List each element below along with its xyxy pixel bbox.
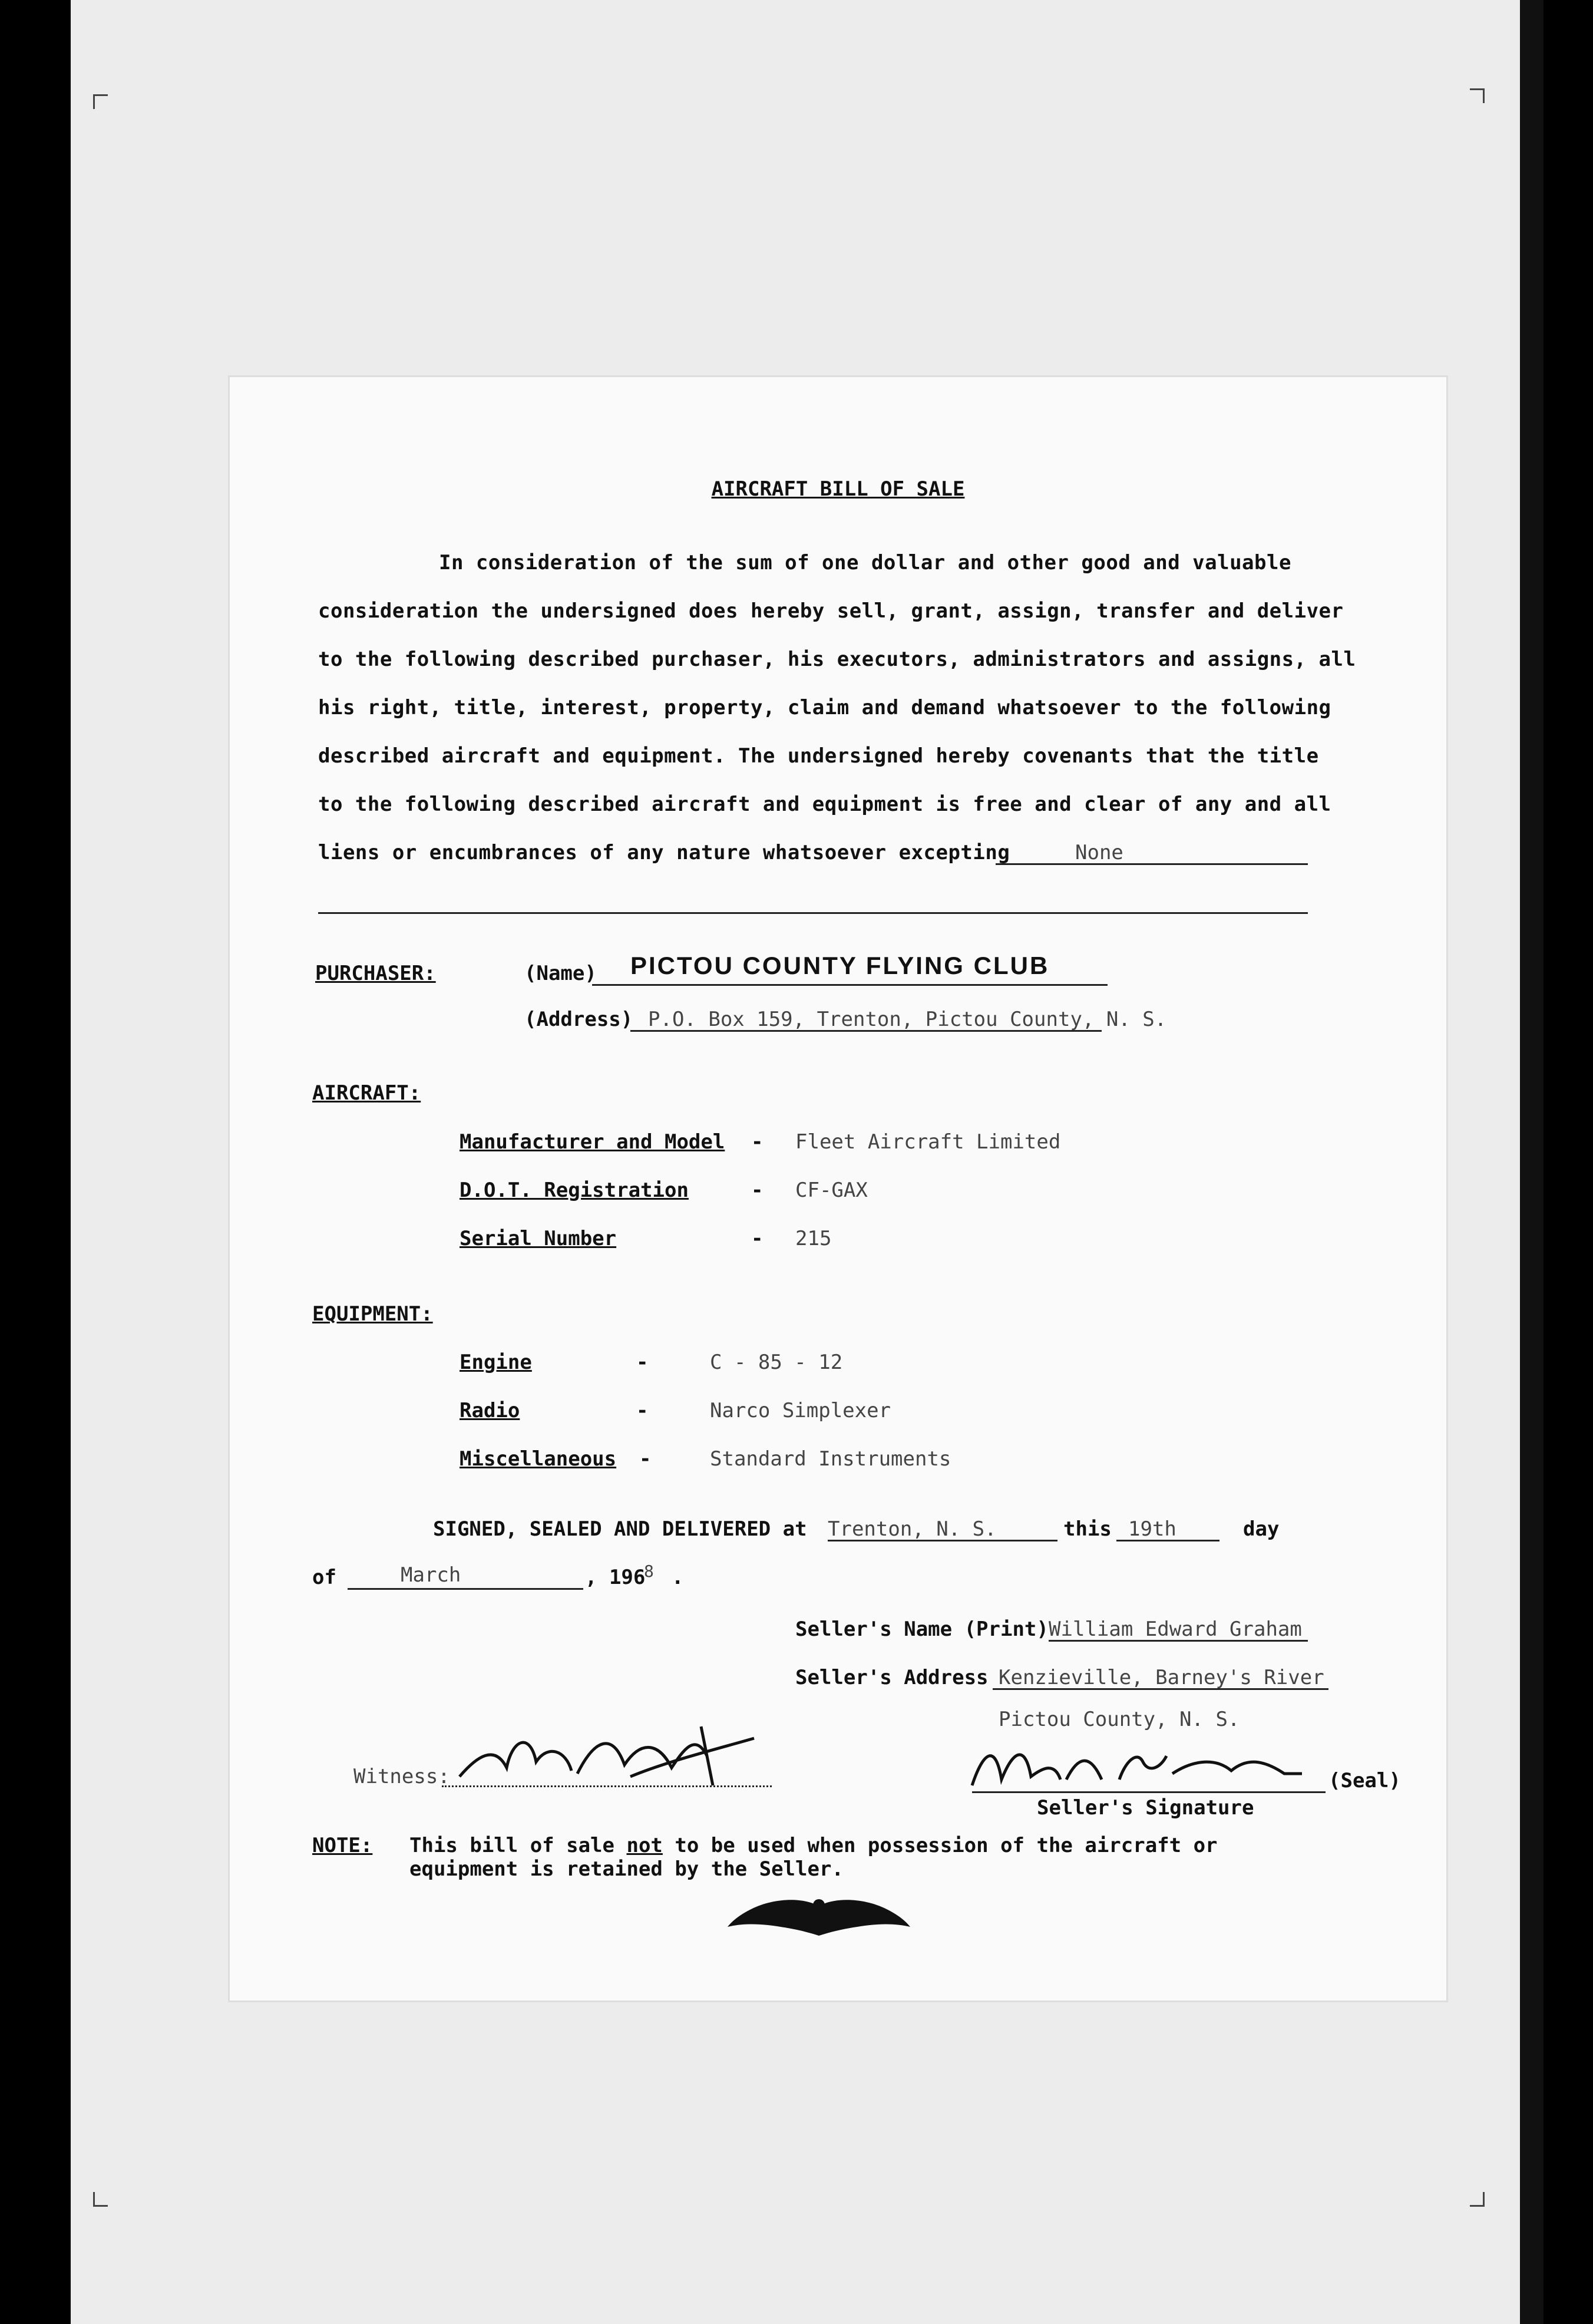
equipment-misc-dash: - xyxy=(639,1447,652,1471)
equipment-engine-value: C - 85 - 12 xyxy=(710,1351,843,1374)
seller-name-value: William Edward Graham xyxy=(1049,1617,1302,1641)
purchaser-heading: PURCHASER: xyxy=(315,962,436,985)
equipment-heading: EQUIPMENT: xyxy=(312,1302,433,1326)
aircraft-manufacturer-label: Manufacturer and Model xyxy=(460,1130,725,1154)
month-value: March xyxy=(401,1563,461,1587)
equipment-misc-value: Standard Instruments xyxy=(710,1447,951,1471)
year-digit: 8 xyxy=(644,1562,654,1581)
exceptions-line xyxy=(996,863,1308,865)
paragraph-line-5: described aircraft and equipment. The undersigned hereby covenants that the title xyxy=(318,744,1319,768)
aircraft-registration-value: CF-GAX xyxy=(795,1178,868,1202)
year-period: . xyxy=(672,1566,684,1589)
seller-address-line xyxy=(993,1688,1328,1690)
document-title xyxy=(230,477,1446,501)
seller-address-value-2: Pictou County, N. S. xyxy=(999,1708,1240,1731)
paragraph-line-7: liens or encumbrances of any nature whatsoever excepting xyxy=(318,841,1010,864)
purchaser-name-label: (Name) xyxy=(524,962,597,985)
equipment-radio-dash: - xyxy=(636,1399,649,1422)
seller-signature-caption: Seller's Signature xyxy=(1037,1796,1254,1820)
aircraft-serial-dash: - xyxy=(751,1227,764,1250)
note-label: NOTE: xyxy=(312,1834,373,1857)
note-line-1 xyxy=(409,1834,1218,1857)
paragraph-line-4: his right, title, interest, property, claim and demand whatsoever to the following xyxy=(318,696,1331,719)
seller-address-label: Seller's Address xyxy=(795,1666,989,1689)
seller-name-label: Seller's Name (Print) xyxy=(795,1617,1049,1641)
exceptions-value: None xyxy=(1075,841,1123,864)
of-text: of xyxy=(312,1566,336,1589)
note-not: not xyxy=(626,1834,663,1857)
seal-label: (Seal) xyxy=(1328,1769,1401,1792)
note-line-1-before: This bill of sale xyxy=(409,1834,614,1857)
equipment-misc-label: Miscellaneous xyxy=(460,1447,617,1471)
equipment-engine-dash: - xyxy=(636,1351,649,1374)
corner-mark-bottom-right xyxy=(1470,2192,1485,2207)
purchaser-name-value: PICTOU COUNTY FLYING CLUB xyxy=(630,952,1050,979)
eagle-emblem xyxy=(728,1894,910,1939)
purchaser-address-line xyxy=(630,1030,1102,1032)
seller-address-value-1: Kenzieville, Barney's River xyxy=(999,1666,1324,1689)
day-text: day xyxy=(1243,1517,1280,1541)
corner-mark-top-left xyxy=(93,94,108,109)
paragraph-line-2: consideration the undersigned does hereby sell, grant, assign, transfer and deliver xyxy=(318,599,1344,623)
place-line xyxy=(828,1540,1057,1541)
purchaser-address-label: (Address) xyxy=(524,1008,633,1031)
month-line xyxy=(348,1588,583,1590)
equipment-radio-value: Narco Simplexer xyxy=(710,1399,891,1422)
day-value: 19th xyxy=(1128,1517,1176,1541)
this-text: this xyxy=(1063,1517,1112,1541)
paragraph-line-6: to the following described aircraft and equipment is free and clear of any and all xyxy=(318,793,1331,816)
corner-mark-bottom-left xyxy=(93,2192,108,2207)
aircraft-heading: AIRCRAFT: xyxy=(312,1081,421,1105)
purchaser-name-line xyxy=(592,984,1108,986)
equipment-engine-label: Engine xyxy=(460,1351,532,1374)
aircraft-manufacturer-value: Fleet Aircraft Limited xyxy=(795,1130,1061,1154)
exceptions-line-2 xyxy=(318,912,1308,914)
purchaser-address-value: P.O. Box 159, Trenton, Pictou County, N. S. xyxy=(648,1008,1167,1031)
title-text: AIRCRAFT BILL OF SALE xyxy=(711,477,965,501)
aircraft-manufacturer-dash: - xyxy=(751,1130,764,1154)
equipment-radio-label: Radio xyxy=(460,1399,520,1422)
note-line-2: equipment is retained by the Seller. xyxy=(409,1857,844,1881)
seller-signature-line xyxy=(972,1791,1326,1793)
year-prefix: , 196 xyxy=(585,1566,646,1589)
paragraph-line-3: to the following described purchaser, his executors, administrators and assigns, all xyxy=(318,648,1356,671)
aircraft-registration-dash: - xyxy=(751,1178,764,1202)
aircraft-serial-value: 215 xyxy=(795,1227,832,1250)
corner-mark-top-right xyxy=(1470,88,1485,103)
aircraft-registration-label: D.O.T. Registration xyxy=(460,1178,689,1202)
witness-label: Witness: xyxy=(353,1765,450,1788)
aircraft-serial-label: Serial Number xyxy=(460,1227,617,1250)
day-line xyxy=(1116,1540,1219,1541)
signed-sealed-text: SIGNED, SEALED AND DELIVERED at xyxy=(433,1517,807,1541)
seller-name-line xyxy=(1049,1640,1308,1642)
paragraph-line-1: In consideration of the sum of one dollar and other good and valuable xyxy=(439,551,1291,575)
note-line-1-after: to be used when possession of the aircraft or xyxy=(675,1834,1218,1857)
witness-signature xyxy=(454,1721,760,1791)
seller-signature xyxy=(966,1738,1308,1797)
place-value: Trenton, N. S. xyxy=(828,1517,997,1541)
bill-of-sale-page xyxy=(230,377,1446,2001)
